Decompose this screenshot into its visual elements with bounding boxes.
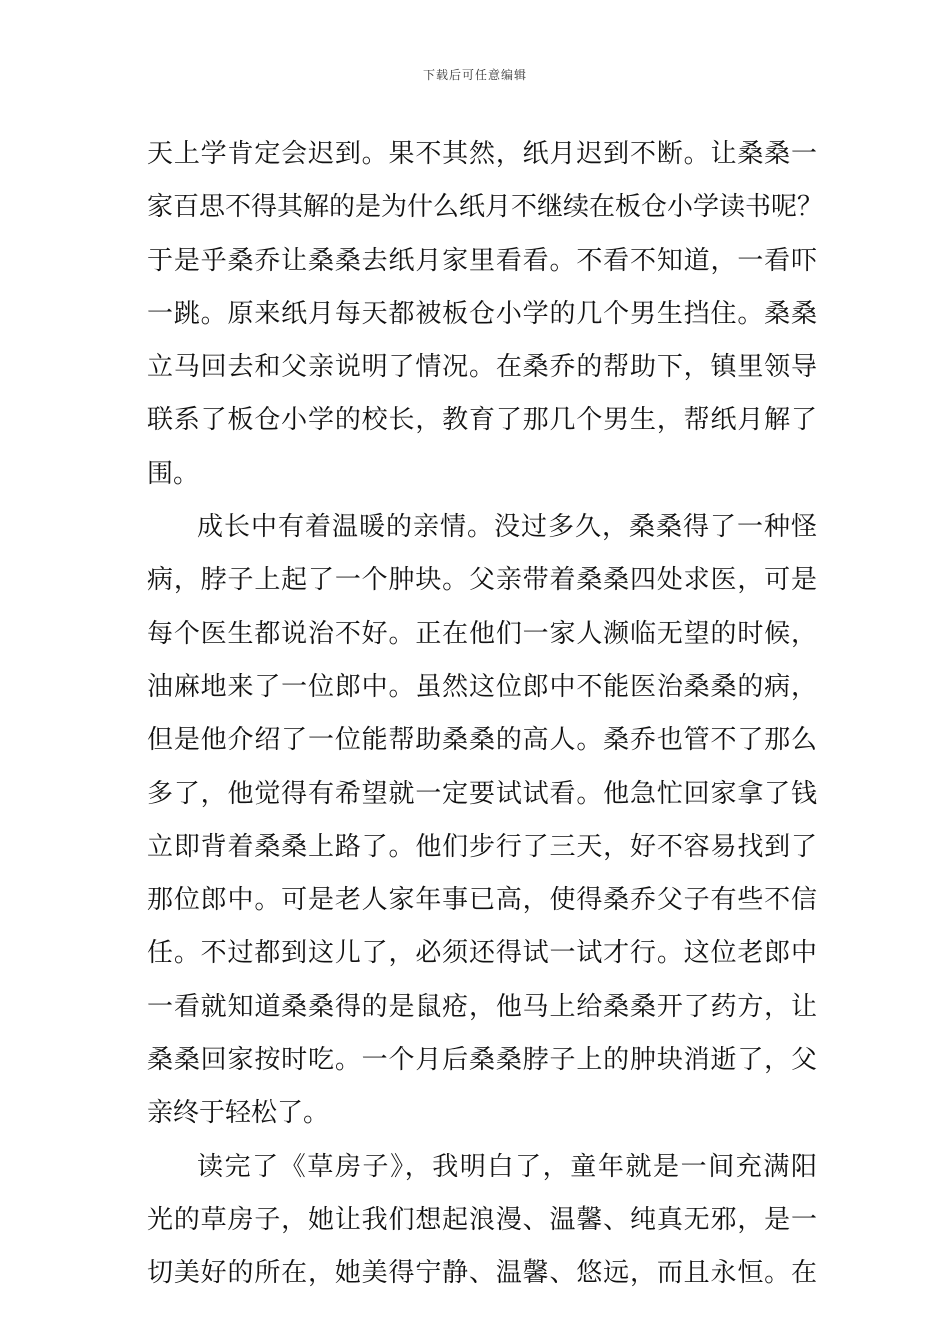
text-line: 一看就知道桑桑得的是鼠疮，他马上给桑桑开了药方，让 (147, 991, 817, 1022)
text-line: 立即背着桑桑上路了。他们步行了三天，好不容易找到了 (147, 831, 817, 862)
paragraph (147, 128, 824, 501)
text-line: 切美好的所在，她美得宁静、温馨、悠远，而且永恒。在 (147, 1258, 817, 1289)
paragraph (147, 1141, 817, 1301)
text-line: 光的草房子，她让我们想起浪漫、温馨、纯真无邪，是一 (147, 1204, 817, 1235)
text-line: 桑桑回家按时吃。一个月后桑桑脖子上的肿块消逝了，父 (147, 1045, 817, 1076)
text-line: 于是乎桑乔让桑桑去纸月家里看看。不看不知道，一看吓 (147, 245, 817, 276)
text-line: 亲终于轻松了。 (147, 1098, 330, 1129)
text-line: 围。 (147, 458, 200, 489)
text-line: 任。不过都到这儿了，必须还得试一试才行。这位老郎中 (147, 938, 817, 969)
text-line: 立马回去和父亲说明了情况。在桑乔的帮助下，镇里领导 (147, 352, 817, 383)
text-line: 读完了《草房子》，我明白了，童年就是一间充满阳 (197, 1151, 817, 1182)
text-line: 那位郎中。可是老人家年事已高，使得桑乔父子有些不信 (147, 885, 817, 916)
text-line: 家百思不得其解的是为什么纸月不继续在板仓小学读书呢？ (147, 192, 824, 223)
text-line: 病，脖子上起了一个肿块。父亲带着桑桑四处求医，可是 (147, 565, 817, 596)
page-header: 下载后可任意编辑 (422, 68, 527, 82)
text-line: 成长中有着温暖的亲情。没过多久，桑桑得了一种怪 (197, 512, 817, 543)
text-line: 每个医生都说治不好。正在他们一家人濒临无望的时候， (147, 618, 817, 649)
text-line: 联系了板仓小学的校长，教育了那几个男生，帮纸月解了 (147, 405, 817, 436)
paragraph (147, 501, 817, 1141)
text-line: 油麻地来了一位郎中。虽然这位郎中不能医治桑桑的病， (147, 671, 817, 702)
text-line: 多了，他觉得有希望就一定要试试看。他急忙回家拿了钱 (147, 778, 817, 809)
text-line: 但是他介绍了一位能帮助桑桑的高人。桑乔也管不了那么 (147, 725, 817, 756)
document-body (147, 128, 824, 1301)
text-line: 天上学肯定会迟到。果不其然，纸月迟到不断。让桑桑一 (147, 139, 817, 169)
text-line: 一跳。原来纸月每天都被板仓小学的几个男生挡住。桑桑 (147, 298, 817, 329)
